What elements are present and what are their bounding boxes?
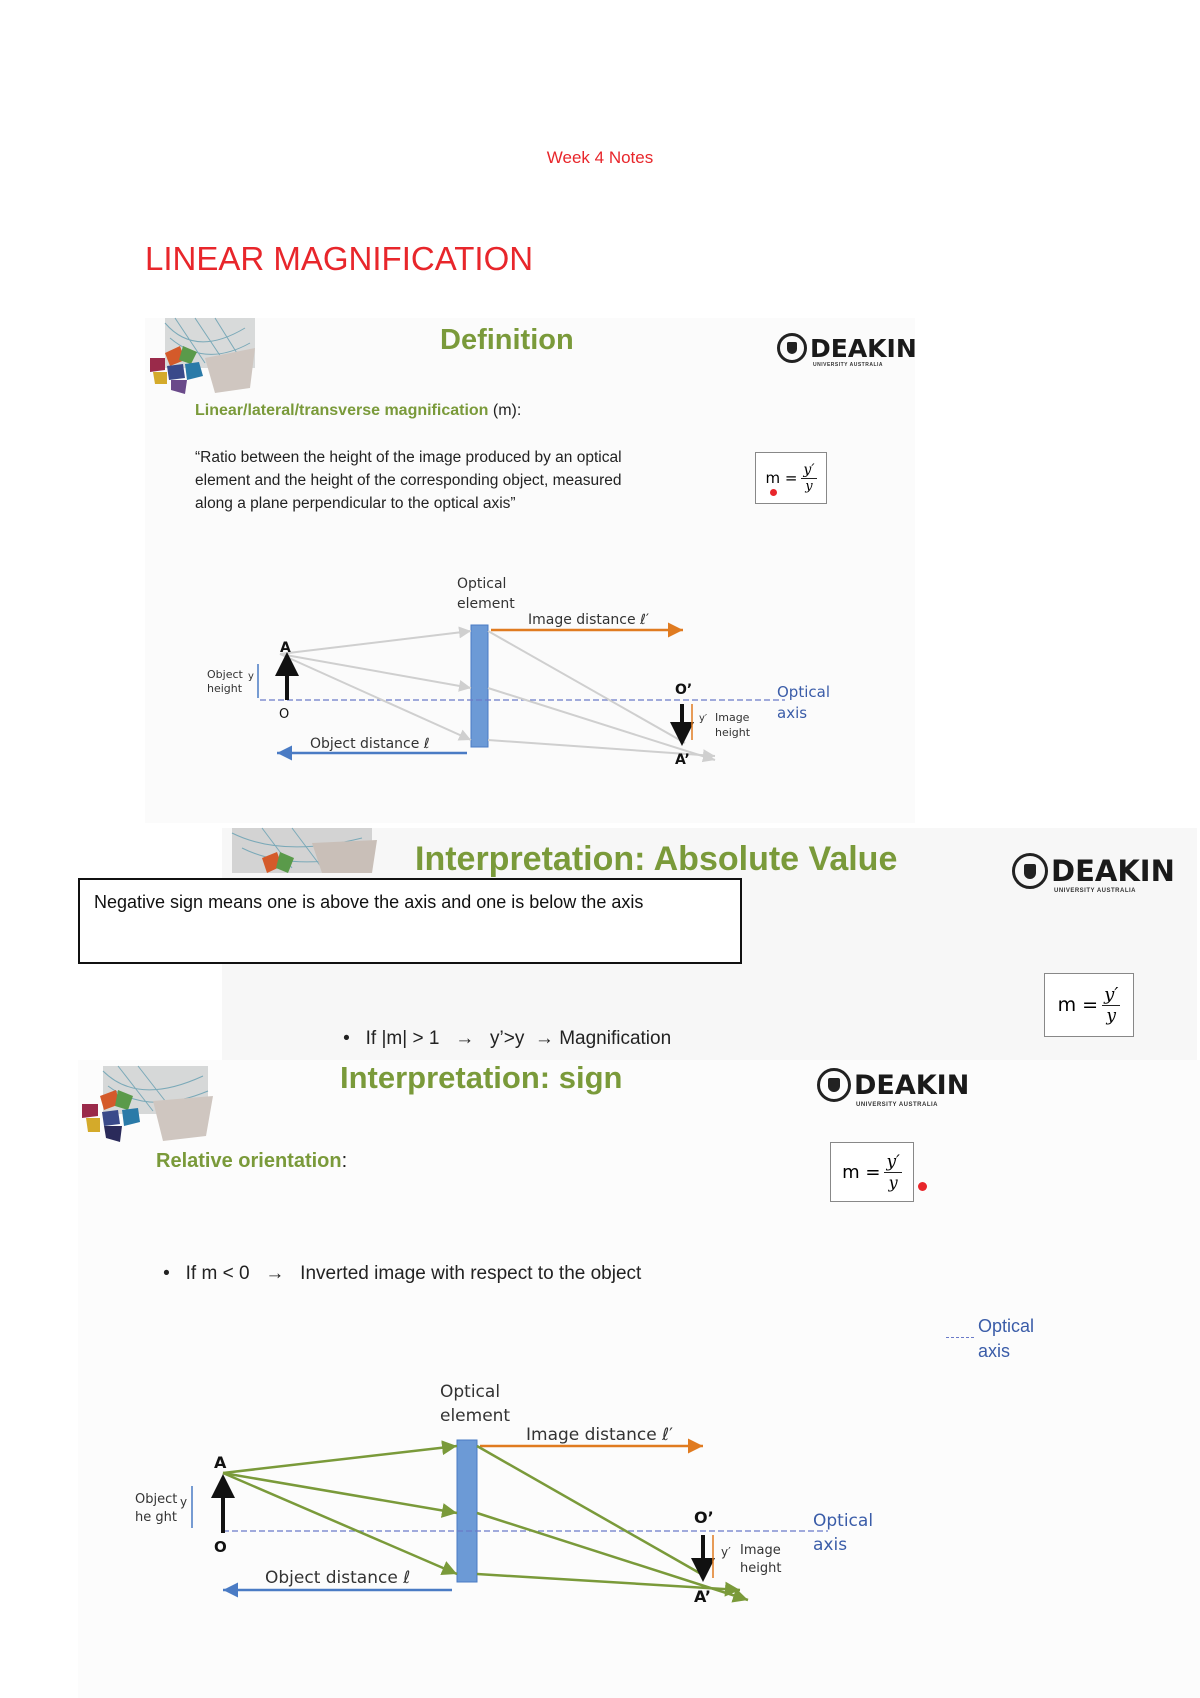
- point-a-prime-label: A’: [694, 1587, 711, 1606]
- optical-axis-label: axis: [813, 1535, 848, 1555]
- object-height-label: he ght: [135, 1510, 177, 1525]
- slide-decoration-graphic: [78, 1066, 218, 1144]
- slide-decoration-graphic: [222, 828, 382, 873]
- deakin-logo-sub: UNIVERSITY AUSTRALIA: [813, 362, 884, 368]
- slide2-title: Interpretation: Absolute Value: [415, 840, 898, 878]
- image-distance-label: Image distance ℓ′: [528, 612, 650, 628]
- sign-bullet: • If m < 0 → Inverted image with respect to the object: [163, 1263, 642, 1284]
- slide3-title: Interpretation: sign: [340, 1060, 623, 1095]
- optical-axis-label: Optical: [777, 683, 830, 701]
- note-text: Negative sign means one is above the axis and one is below the axis: [94, 892, 644, 912]
- magnification-formula: m = $\frac{y'}{y}$: [1044, 973, 1134, 1037]
- point-o-label: O: [214, 1538, 227, 1556]
- image-distance-label: Image distance ℓ′: [526, 1425, 673, 1445]
- deakin-logo: DEAKIN: [817, 1068, 969, 1102]
- deakin-seal-icon: [817, 1068, 851, 1102]
- object-height-label: Object: [135, 1492, 178, 1507]
- image-height-label: Image: [740, 1543, 781, 1558]
- point-o-prime-label: O’: [675, 682, 693, 698]
- object-height-label: height: [207, 682, 243, 695]
- optical-element-label: element: [440, 1406, 511, 1426]
- lens: [471, 625, 488, 747]
- point-o-prime-label: O’: [694, 1508, 714, 1527]
- point-a-label: A: [280, 640, 291, 656]
- optical-element-label: Optical: [440, 1382, 501, 1402]
- y-label: y: [180, 1495, 188, 1509]
- stray-axis-dash: [946, 1337, 974, 1338]
- y-prime-label: y′: [699, 713, 708, 724]
- optical-element-label: element: [457, 596, 515, 612]
- slide-sign: [78, 1060, 1200, 1698]
- magnification-bullet: • If |m| > 1 → y’>y → Magnification: [343, 1028, 672, 1049]
- deakin-logo-sub: UNIVERSITY AUSTRALIA: [1054, 888, 1137, 894]
- slide1-subtitle: Linear/lateral/transverse magnification (m):: [195, 402, 522, 419]
- point-o-label: O: [279, 707, 290, 722]
- note-box: [78, 878, 742, 964]
- slide3-subtitle: Relative orientation:: [156, 1150, 348, 1172]
- y-prime-label: y′: [721, 1545, 731, 1559]
- cursor-dot-icon: [770, 489, 777, 496]
- object-distance-label: Object distance ℓ: [310, 736, 430, 752]
- stray-optical-axis-label: Optical axis: [978, 1316, 1035, 1361]
- deakin-logo-sub: UNIVERSITY AUSTRALIA: [856, 1102, 939, 1108]
- section-title: LINEAR MAGNIFICATION: [145, 240, 534, 277]
- optical-axis-label: Optical: [813, 1511, 874, 1531]
- image-height-label: Image: [715, 711, 750, 724]
- optics-diagram-2: [118, 1378, 898, 1678]
- point-a-label: A: [214, 1453, 227, 1472]
- deakin-seal-icon: [777, 333, 807, 363]
- point-a-prime-label: A’: [675, 752, 690, 768]
- image-height-label: height: [740, 1561, 782, 1576]
- magnification-formula: m = $\frac{y'}{y}$: [830, 1142, 914, 1202]
- cursor-dot-icon: [918, 1182, 927, 1191]
- slide1-title: Definition: [440, 324, 574, 356]
- object-height-label: Object: [207, 668, 243, 681]
- optics-diagram-1: [145, 576, 915, 818]
- week-title: Week 4 Notes: [546, 148, 654, 167]
- object-distance-label: Object distance ℓ: [265, 1568, 411, 1588]
- deakin-seal-icon: [1012, 853, 1048, 889]
- image-height-label: height: [715, 726, 751, 739]
- lens: [457, 1440, 477, 1582]
- slide-decoration-graphic: [145, 318, 265, 398]
- y-label: y: [248, 671, 254, 682]
- deakin-logo: DEAKIN: [1012, 853, 1175, 889]
- deakin-logo: DEAKIN: [777, 333, 917, 363]
- definition-quote: “Ratio between the height of the image produced by an optical element and the height of the corresponding object, measured along a plane perpendicular to the optical axis”: [195, 449, 622, 512]
- optical-element-label: Optical: [457, 576, 507, 592]
- optical-axis-label: axis: [777, 704, 808, 722]
- slide-definition: [145, 318, 915, 823]
- magnification-formula: m = $\frac{y'}{y}$: [755, 452, 827, 504]
